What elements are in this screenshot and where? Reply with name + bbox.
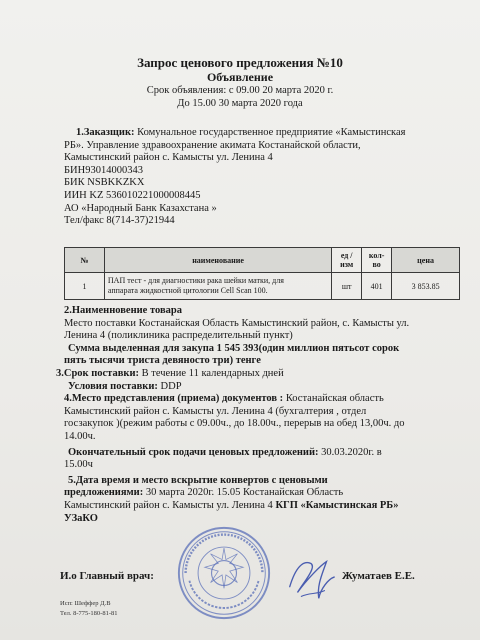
section-3-delivery-term — [56, 368, 461, 381]
item-name-line-2: аппарата жидкостной цитологии Cell Scan 100. — [107, 286, 268, 295]
document-title: Запрос ценового предложения №10 — [137, 55, 343, 70]
customer-iik: ИИН KZ 536010221000008445 — [64, 189, 201, 201]
items-table — [64, 247, 460, 300]
organization-name: КГП «Камыстинская РБ» — [275, 499, 399, 511]
customer-block — [64, 127, 454, 228]
table-header-num: № — [65, 248, 105, 273]
customer-line-1 — [64, 127, 454, 140]
table-header-price: цена — [392, 248, 460, 273]
customer-bin: БИН93014000343 — [64, 164, 143, 176]
section-4-line-4: 14.00ч. — [64, 430, 96, 442]
customer-line-2: РБ». Управление здравоохранение акимата Костанайской области, — [64, 139, 361, 151]
document-body — [56, 305, 461, 525]
final-deadline-label: Окончательный срок подачи ценовых предложений: — [68, 446, 319, 458]
table-cell-qty: 401 — [362, 273, 392, 300]
executor-name: Исп: Шеффер Д.В — [60, 600, 111, 607]
signatory-title: И.о Главный врач: — [60, 570, 154, 582]
table-header-qty: кол-во — [362, 248, 392, 273]
final-deadline — [56, 447, 461, 460]
delivery-place-line-1: Место поставки Костанайская Область Камыстинский район, с. Камысты ул. — [64, 317, 410, 329]
final-deadline-time: 15.00ч — [64, 459, 93, 471]
budget-amount-line-1: Сумма выделенная для закупа 1 545 393(один миллион пятьсот сорок — [68, 342, 400, 354]
final-deadline-value: 30.03.2020г. в — [318, 446, 382, 458]
section-5-line-2 — [56, 487, 461, 500]
delivery-place-line-2: Ленина 4 (поликлиника распределительный пункт) — [64, 330, 293, 342]
table-cell-name — [104, 273, 331, 300]
customer-phone: Тел/факс 8(714-37)21944 — [64, 215, 175, 227]
item-name-line-1: ПАП тест - для диагностики рака шейки матки, для — [107, 276, 284, 285]
table-cell-unit: шт — [332, 273, 362, 300]
section-5-line-3 — [56, 500, 461, 513]
table-cell-num: 1 — [65, 273, 105, 300]
customer-bank: АО «Народный Банк Казахстана » — [64, 202, 217, 214]
delivery-term-value: В течение 11 календарных дней — [139, 367, 284, 379]
section-2-heading: 2.Наименновение товара — [64, 305, 182, 316]
handwritten-signature — [282, 550, 340, 608]
executor-phone: Тел. 8-775-180-81-81 — [60, 610, 118, 617]
section-4-line-3: госзакупок )(режим работы с 09.00ч., до 18.00ч., перерыв на обед 13,00ч. до — [64, 418, 405, 430]
table-row — [65, 273, 460, 300]
customer-address: Камыстинский район с. Камысты ул. Ленина 4 — [64, 152, 273, 164]
section-4-line-1 — [56, 393, 461, 406]
official-stamp — [176, 525, 272, 621]
announcement-period-start: Срок объявления: с 09.00 20 марта 2020 г. — [146, 85, 334, 96]
documents-place-value: Костанайская область — [283, 393, 384, 405]
section-4-line-2: Камыстинский район с. Камысты ул. Ленина 4 (бухгалтерия , отдел — [64, 405, 367, 417]
table-header-row — [65, 248, 460, 273]
section-5-line-4: УЗаКО — [64, 512, 98, 524]
customer-name-start: Комунальное государственное предприятие «Камыстинская — [134, 127, 406, 138]
customer-label: 1.Заказщик: — [76, 127, 135, 138]
table-cell-price: 3 853.85 — [392, 273, 460, 300]
table-header-name: наименование — [104, 248, 331, 273]
customer-bik: БИК NSBKKZKX — [64, 177, 145, 189]
opening-label: предложениями: — [64, 487, 144, 499]
table-header-unit: ед /изм — [332, 248, 362, 273]
budget-amount-line-2: пять тысячи триста девяносто три) тенге — [64, 355, 261, 367]
opening-address: Камыстинский район с. Камысты ул. Ленина 4 — [64, 499, 276, 511]
signatory-name: Жуматаев Е.Е. — [342, 570, 415, 582]
opening-value: 30 марта 2020г. 15.05 Костанайская Область — [143, 487, 344, 499]
delivery-term-label: 3.Срок поставки: — [56, 367, 139, 379]
delivery-conditions — [56, 381, 461, 394]
documents-place-label: 4.Место представления (приема) документов : — [64, 393, 284, 405]
document-subtitle: Объявление — [206, 70, 274, 84]
announcement-period-end: До 15.00 30 марта 2020 года — [177, 98, 303, 109]
delivery-conditions-label: Условия поставки: — [68, 380, 158, 392]
section-5-heading: 5.Дата время и место вскрытие конвертов с ценовыми — [68, 474, 328, 486]
delivery-conditions-value: DDP — [157, 380, 182, 392]
